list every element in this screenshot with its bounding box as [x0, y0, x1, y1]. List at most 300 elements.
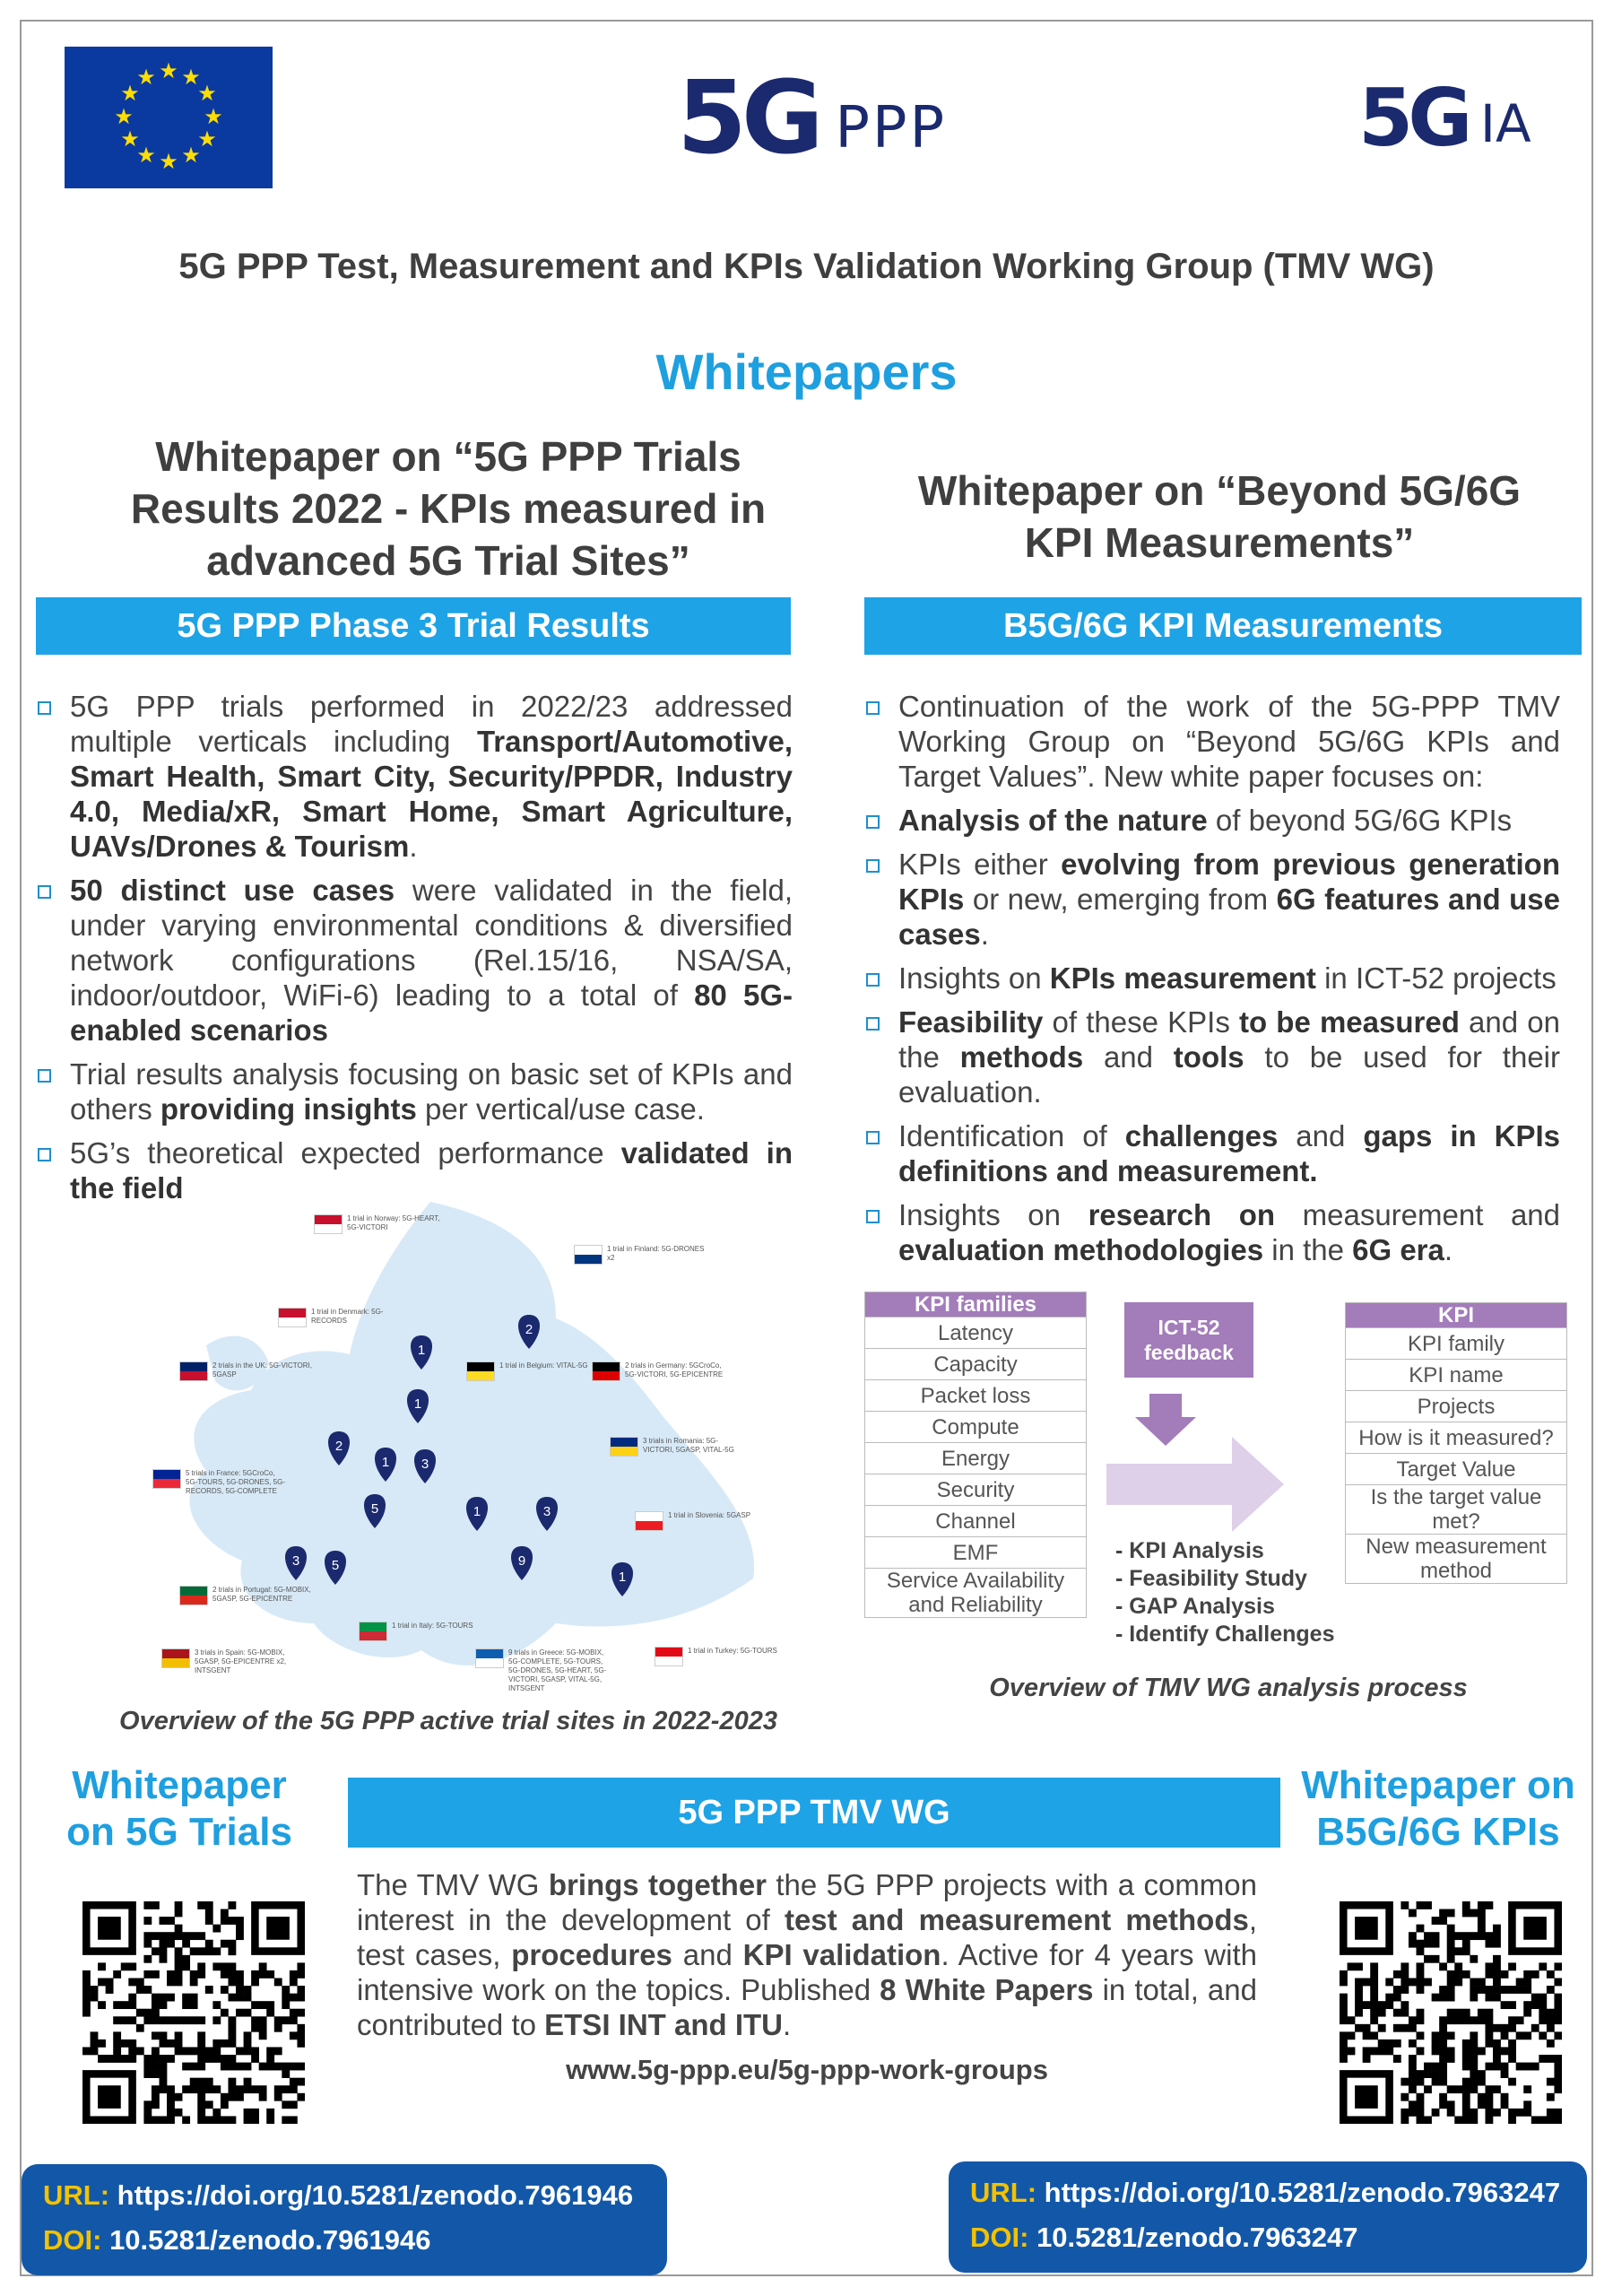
- qr-module: [244, 2031, 252, 2039]
- qr-module: [1493, 1955, 1501, 1963]
- qr-module: [1439, 2078, 1447, 2086]
- table-row: [865, 1349, 1087, 1380]
- qr-module: [1501, 2063, 1509, 2071]
- qr-module: [1439, 2016, 1447, 2024]
- qr-module: [221, 2039, 229, 2048]
- qr-module: [259, 2085, 267, 2093]
- qr-module: [152, 1970, 160, 1979]
- qr-module: [175, 1925, 183, 1933]
- qr-module: [244, 2116, 252, 2124]
- qr-module: [1378, 2047, 1386, 2055]
- country-flag-icon: [635, 1511, 663, 1531]
- qr-module: [297, 2039, 305, 2048]
- qr-module: [251, 2016, 259, 2024]
- qr-module: [167, 1979, 175, 1987]
- qr-module: [152, 1932, 160, 1940]
- qr-module: [1439, 2063, 1447, 2071]
- qr-module: [251, 2024, 259, 2032]
- table-cell: Latency: [865, 1318, 1087, 1349]
- qr-module: [236, 2063, 244, 2071]
- qr-module: [1432, 2039, 1440, 2048]
- qr-module: [98, 2001, 106, 2009]
- qr-module: [1370, 1962, 1378, 1970]
- qr-module: [1432, 2047, 1440, 2055]
- qr-module: [1485, 2085, 1493, 2093]
- qr-module: [290, 2085, 298, 2093]
- map-country-text: 3 trials in Romania: 5G-VICTORI, 5GASP, VITAL-5G: [643, 1437, 734, 1454]
- table-row: [1346, 1422, 1567, 1454]
- qr-module: [1340, 1994, 1348, 2002]
- qr-module: [1554, 1994, 1562, 2002]
- qr-module: [228, 2024, 236, 2032]
- qr-module: [1485, 1994, 1493, 2002]
- table-row: [1346, 1328, 1567, 1360]
- qr-module: [143, 1932, 152, 1940]
- map-country-label: [179, 1586, 314, 1605]
- qr-module: [1470, 1909, 1478, 1918]
- qr-module: [1363, 1979, 1371, 1987]
- qr-module: [160, 2055, 168, 2063]
- qr-module: [297, 2063, 305, 2071]
- qr-module: [175, 1901, 183, 1909]
- qr-module: [259, 2063, 267, 2071]
- table-row: [1346, 1485, 1567, 1535]
- qr-module: [1508, 2109, 1516, 2117]
- qr-module: [228, 1917, 236, 1925]
- qr-module: [1523, 1970, 1531, 1979]
- table-row: [1346, 1391, 1567, 1422]
- qr-module: [160, 1947, 168, 1955]
- map-country-text: 1 trial in Slovenia: 5GASP: [668, 1511, 751, 1519]
- map-country-label: [574, 1245, 708, 1265]
- qr-module: [1393, 2024, 1401, 2032]
- qr-module: [1370, 2047, 1378, 2055]
- qr-module: [160, 2116, 168, 2124]
- qr-module: [1501, 2031, 1509, 2039]
- qr-module: [228, 2039, 236, 2048]
- qr-module: [212, 2055, 221, 2063]
- qr-module: [1501, 2024, 1509, 2032]
- country-flag-icon: [161, 1648, 190, 1668]
- map-country-label: [635, 1511, 769, 1531]
- qr-module: [1447, 2100, 1455, 2109]
- qr-module: [1462, 2047, 1470, 2055]
- qr-module: [228, 1947, 236, 1955]
- qr-module: [1385, 2001, 1393, 2009]
- qr-module: [1417, 2016, 1425, 2024]
- qr-module: [143, 2070, 152, 2078]
- map-country-text: 2 trials in the UK: 5G-VICTORI, 5GASP: [212, 1361, 312, 1378]
- qr-module: [228, 1994, 236, 2002]
- table-row: [1346, 1454, 1567, 1485]
- qr-module: [1547, 2055, 1555, 2063]
- qr-module: [1439, 2070, 1447, 2078]
- qr-module: [1393, 1970, 1401, 1979]
- qr-module: [236, 1986, 244, 1994]
- table-cell: Packet loss: [865, 1380, 1087, 1412]
- qr-module: [197, 1970, 205, 1979]
- qr-module: [1409, 2055, 1417, 2063]
- qr-module: [244, 2078, 252, 2086]
- qr-module: [190, 1947, 198, 1955]
- qr-module: [251, 2109, 259, 2117]
- map-country-text: 2 trials in Germany: 5GCroCo, 5G-VICTORI, 5G-EPICENTRE: [625, 1361, 724, 1378]
- qr-module: [197, 2016, 205, 2024]
- qr-module: [197, 2100, 205, 2109]
- qr-module: [297, 2093, 305, 2101]
- table-row: [865, 1318, 1087, 1349]
- qr-module: [182, 1940, 190, 1948]
- qr-module: [1508, 2016, 1516, 2024]
- qr-module: [1501, 1970, 1509, 1979]
- qr-module: [1417, 1925, 1425, 1933]
- qr-module: [82, 2009, 91, 2017]
- qr-module: [282, 2063, 290, 2071]
- qr-module: [182, 1962, 190, 1970]
- 5g-ppp-logo-text: PPP: [835, 95, 948, 161]
- qr-module: [190, 1932, 198, 1940]
- table-cell: Compute: [865, 1412, 1087, 1443]
- europe-trial-map: [134, 1202, 780, 1692]
- qr-module: [1485, 1962, 1493, 1970]
- qr-module: [205, 1947, 213, 1955]
- qr-module: [1363, 2001, 1371, 2009]
- qr-module: [290, 2031, 298, 2039]
- qr-module: [136, 2009, 144, 2017]
- qr-module: [1432, 2070, 1440, 2078]
- qr-module: [1539, 1994, 1547, 2002]
- qr-module: [1439, 1994, 1447, 2002]
- qr-module: [1470, 2047, 1478, 2055]
- qr-module: [1355, 2001, 1363, 2009]
- qr-module: [251, 2047, 259, 2055]
- tmv-wg-description: The TMV WG brings together the 5G PPP projects with a common interest in the development of test and measurement methods, test cases, procedures and KPI validation. Active for 4 years with intensive work on the topics. Published 8 White Papers in total, and contributed to ETSI INT and ITU.: [357, 1868, 1257, 2041]
- qr-module: [1547, 2116, 1555, 2124]
- qr-module: [152, 2001, 160, 2009]
- qr-module: [1447, 2109, 1455, 2117]
- qr-module: [1417, 2100, 1425, 2109]
- qr-module: [175, 1947, 183, 1955]
- qr-module: [1539, 1962, 1547, 1970]
- qr-module: [1424, 1932, 1432, 1940]
- qr-module: [212, 2109, 221, 2117]
- qr-module: [1385, 1979, 1393, 1987]
- qr-module: [1370, 2016, 1378, 2024]
- country-flag-icon: [610, 1437, 638, 1457]
- qr-module: [1547, 1970, 1555, 1979]
- qr-module: [160, 1940, 168, 1948]
- qr-module: [197, 1901, 205, 1909]
- qr-module: [190, 2047, 198, 2055]
- map-country-label: [359, 1622, 493, 1641]
- qr-module: [1447, 2055, 1455, 2063]
- qr-module: [1447, 1986, 1455, 1994]
- qr-module: [1363, 2055, 1371, 2063]
- qr-module: [259, 2093, 267, 2101]
- qr-module: [1539, 2031, 1547, 2039]
- qr-module: [190, 2001, 198, 2009]
- qr-module: [1462, 2039, 1470, 2048]
- qr-module: [212, 2039, 221, 2048]
- qr-module: [205, 2047, 213, 2055]
- qr-module: [1508, 1962, 1516, 1970]
- kpi-header: KPI: [1346, 1303, 1567, 1328]
- qr-module: [175, 2093, 183, 2101]
- qr-module: [1462, 1909, 1470, 1918]
- qr-module: [1554, 2116, 1562, 2124]
- map-country-text: 1 trial in Finland: 5G-DRONES x2: [607, 1245, 705, 1262]
- qr-module: [1478, 1925, 1486, 1933]
- qr-module: [274, 2093, 282, 2101]
- qr-module: [143, 2009, 152, 2017]
- qr-module: [1478, 1909, 1486, 1918]
- qr-module: [1470, 2016, 1478, 2024]
- qr-module: [244, 2109, 252, 2117]
- qr-module: [152, 1947, 160, 1955]
- map-country-text: 5 trials in France: 5GCroCo, 5G-TOURS, 5G-DRONES, 5G-RECORDS, 5G-COMPLETE: [186, 1469, 285, 1495]
- table-cell: KPI name: [1346, 1360, 1567, 1391]
- qr-module: [175, 2016, 183, 2024]
- svg-text:★: ★: [159, 58, 178, 83]
- qr-module: [1485, 2009, 1493, 2017]
- work-groups-link[interactable]: www.5g-ppp.eu/5g-ppp-work-groups: [566, 2054, 1048, 2085]
- qr-module: [190, 1994, 198, 2002]
- qr-module: [1424, 1979, 1432, 1987]
- qr-module: [1348, 2031, 1356, 2039]
- qr-module: [1508, 2024, 1516, 2032]
- qr-module: [1554, 2109, 1562, 2117]
- qr-module: [244, 2039, 252, 2048]
- qr-module: [1340, 2009, 1348, 2017]
- qr-module: [1501, 2047, 1509, 2055]
- qr-module: [143, 2109, 152, 2117]
- right-qr-code[interactable]: [1340, 1901, 1562, 2124]
- qr-module: [1447, 1947, 1455, 1955]
- qr-module: [1417, 1962, 1425, 1970]
- qr-module: [1470, 2109, 1478, 2117]
- map-country-text: 2 trials in Portugal: 5G-MOBIX, 5GASP, 5G-EPICENTRE: [212, 1586, 311, 1603]
- left-whitepaper-title: Whitepaper on “5G PPP Trials Results 2022 - KPIs measured in advanced 5G Trial Sites”: [130, 433, 767, 584]
- qr-module: [259, 1970, 267, 1979]
- table-cell: KPI family: [1346, 1328, 1567, 1360]
- qr-module: [1523, 2031, 1531, 2039]
- qr-module: [212, 1925, 221, 1933]
- qr-module: [1393, 1994, 1401, 2002]
- qr-module: [221, 1986, 229, 1994]
- qr-module: [1393, 1986, 1401, 1994]
- qr-module: [1454, 1947, 1462, 1955]
- analysis-step: - Feasibility Study: [1115, 1566, 1307, 1591]
- qr-module: [1493, 1925, 1501, 1933]
- map-pin-label: 1: [417, 1343, 426, 1358]
- svg-text:★: ★: [181, 143, 201, 168]
- qr-module: [1554, 1962, 1562, 1970]
- qr-module: [1340, 1979, 1348, 1987]
- qr-module: [282, 2001, 290, 2009]
- qr-module: [197, 2039, 205, 2048]
- 5g-ia-logo: [1358, 74, 1531, 163]
- list-item: Analysis of the nature of beyond 5G/6G KPIs: [864, 803, 1560, 838]
- qr-module: [1493, 1962, 1501, 1970]
- qr-module: [1462, 2116, 1470, 2124]
- map-pin-label: 9: [517, 1553, 526, 1569]
- list-item: 50 distinct use cases were validated in the field, under varying environmental conditions & diversified network configurations (Rel.15/16, NSA/SA, indoor/outdoor, WiFi-6) leading to a total of 80 5G-enabled scenarios: [36, 873, 793, 1048]
- qr-module: [297, 2024, 305, 2032]
- qr-module: [1478, 1932, 1486, 1940]
- qr-module: [98, 1962, 106, 1970]
- qr-module: [259, 2001, 267, 2009]
- qr-module: [1547, 1986, 1555, 1994]
- left-qr-code[interactable]: [82, 1901, 305, 2124]
- left-url-line[interactable]: URL: https://doi.org/10.5281/zenodo.7961946: [43, 2179, 634, 2211]
- qr-module: [1523, 2109, 1531, 2117]
- qr-module: [236, 1994, 244, 2002]
- qr-module: [91, 2039, 99, 2048]
- qr-module: [1454, 2016, 1462, 2024]
- qr-module: [212, 2001, 221, 2009]
- qr-module: [1424, 1940, 1432, 1948]
- qr-module: [1439, 2100, 1447, 2109]
- qr-module: [236, 1932, 244, 1940]
- ict52-feedback-box: ICT-52 feedback: [1124, 1302, 1253, 1378]
- qr-module: [1485, 2116, 1493, 2124]
- qr-module: [1409, 2100, 1417, 2109]
- qr-module: [1523, 1979, 1531, 1987]
- qr-module: [1462, 2085, 1470, 2093]
- analysis-steps-list: [1115, 1537, 1366, 1648]
- qr-module: [251, 2085, 259, 2093]
- qr-module: [251, 1979, 259, 1987]
- kpi-families-table: [864, 1292, 1087, 1618]
- qr-module: [212, 1947, 221, 1955]
- right-whitepaper-title: Whitepaper on “Beyond 5G/6G KPI Measurements”: [917, 467, 1522, 566]
- map-country-text: 1 trial in Turkey: 5G-TOURS: [688, 1647, 777, 1655]
- right-url-line[interactable]: URL: https://doi.org/10.5281/zenodo.7963247: [970, 2177, 1561, 2208]
- qr-module: [113, 2039, 121, 2048]
- qr-module: [1417, 2078, 1425, 2086]
- qr-module: [1501, 1986, 1509, 1994]
- map-pin-label: 1: [381, 1455, 390, 1470]
- list-item: KPIs either evolving from previous generation KPIs or new, emerging from 6G features and use cases.: [864, 847, 1560, 952]
- qr-module: [152, 2116, 160, 2124]
- qr-module: [1409, 2024, 1417, 2032]
- qr-module: [1478, 1979, 1486, 1987]
- svg-text:★: ★: [159, 149, 178, 174]
- qr-module: [160, 2016, 168, 2024]
- qr-module: [1554, 1979, 1562, 1987]
- qr-module: [1531, 1970, 1539, 1979]
- qr-module: [1378, 2024, 1386, 2032]
- qr-module: [266, 1970, 274, 1979]
- qr-module: [1401, 2009, 1409, 2017]
- qr-module: [197, 2078, 205, 2086]
- qr-module: [1516, 2016, 1524, 2024]
- qr-module: [297, 1962, 305, 1970]
- table-row: [865, 1443, 1087, 1474]
- map-country-label: [278, 1308, 412, 1327]
- qr-module: [1378, 2039, 1386, 2048]
- qr-module: [259, 2016, 267, 2024]
- qr-module: [182, 1955, 190, 1963]
- table-row: [865, 1412, 1087, 1443]
- qr-module: [1348, 2016, 1356, 2024]
- qr-module: [205, 2078, 213, 2086]
- qr-module: [1462, 1947, 1470, 1955]
- qr-module: [266, 2109, 274, 2117]
- qr-module: [205, 2055, 213, 2063]
- qr-module: [167, 2116, 175, 2124]
- qr-module: [152, 2100, 160, 2109]
- qr-module: [1454, 2009, 1462, 2017]
- country-flag-icon: [466, 1361, 495, 1381]
- qr-module: [1409, 1932, 1417, 1940]
- qr-module: [197, 2093, 205, 2101]
- left-banner: 5G PPP Phase 3 Trial Results: [36, 597, 791, 655]
- qr-module: [1516, 2109, 1524, 2117]
- qr-module: [197, 2031, 205, 2039]
- qr-module: [1462, 2109, 1470, 2117]
- qr-module: [1340, 2001, 1348, 2009]
- qr-module: [1439, 1962, 1447, 1970]
- qr-module: [136, 2024, 144, 2032]
- qr-module: [1462, 1940, 1470, 1948]
- qr-module: [1370, 1970, 1378, 1979]
- qr-module: [91, 2031, 99, 2039]
- table-cell: Target Value: [1346, 1454, 1567, 1485]
- map-pin-label: 3: [542, 1504, 551, 1519]
- qr-module: [113, 2031, 121, 2039]
- qr-module: [167, 2055, 175, 2063]
- qr-module: [1432, 2109, 1440, 2117]
- qr-module: [1447, 1909, 1455, 1918]
- working-group-title: 5G PPP Test, Measurement and KPIs Validation Working Group (TMV WG): [178, 247, 1435, 286]
- map-country-text: 9 trials in Greece: 5G-MOBIX, 5G-COMPLETE, 5G-TOURS, 5G-DRONES, 5G-HEART, 5G-VICTORI, 5GASP, VITAL-5G, INTSGENT: [508, 1648, 607, 1692]
- qr-module: [1539, 2116, 1547, 2124]
- qr-module: [197, 1932, 205, 1940]
- qr-module: [98, 2055, 106, 2063]
- qr-module: [121, 2039, 129, 2048]
- qr-module: [1516, 1979, 1524, 1987]
- qr-module: [121, 1962, 129, 1970]
- qr-module: [1462, 1970, 1470, 1979]
- qr-module: [1478, 2100, 1486, 2109]
- qr-module: [128, 2047, 136, 2055]
- qr-module: [290, 2063, 298, 2071]
- qr-module: [282, 2116, 290, 2124]
- qr-module: [152, 2085, 160, 2093]
- qr-module: [136, 2047, 144, 2055]
- qr-module: [167, 2093, 175, 2101]
- qr-module: [1447, 2009, 1455, 2017]
- qr-module: [290, 1979, 298, 1987]
- qr-module: [1417, 1979, 1425, 1987]
- kpi-families-header: KPI families: [865, 1292, 1087, 1318]
- qr-module: [1554, 2001, 1562, 2009]
- qr-module: [1554, 2016, 1562, 2024]
- qr-module: [82, 1979, 91, 1987]
- qr-module: [1554, 2009, 1562, 2017]
- qr-module: [128, 2016, 136, 2024]
- qr-module: [205, 2116, 213, 2124]
- qr-module: [1409, 2070, 1417, 2078]
- qr-module: [1432, 1932, 1440, 1940]
- qr-module: [1401, 1901, 1409, 1909]
- qr-module: [1378, 2001, 1386, 2009]
- qr-module: [175, 2109, 183, 2117]
- right-qr-title: Whitepaper on B5G/6G KPIs: [1301, 1763, 1575, 1854]
- map-pin-label: 1: [473, 1504, 481, 1519]
- qr-module: [221, 2055, 229, 2063]
